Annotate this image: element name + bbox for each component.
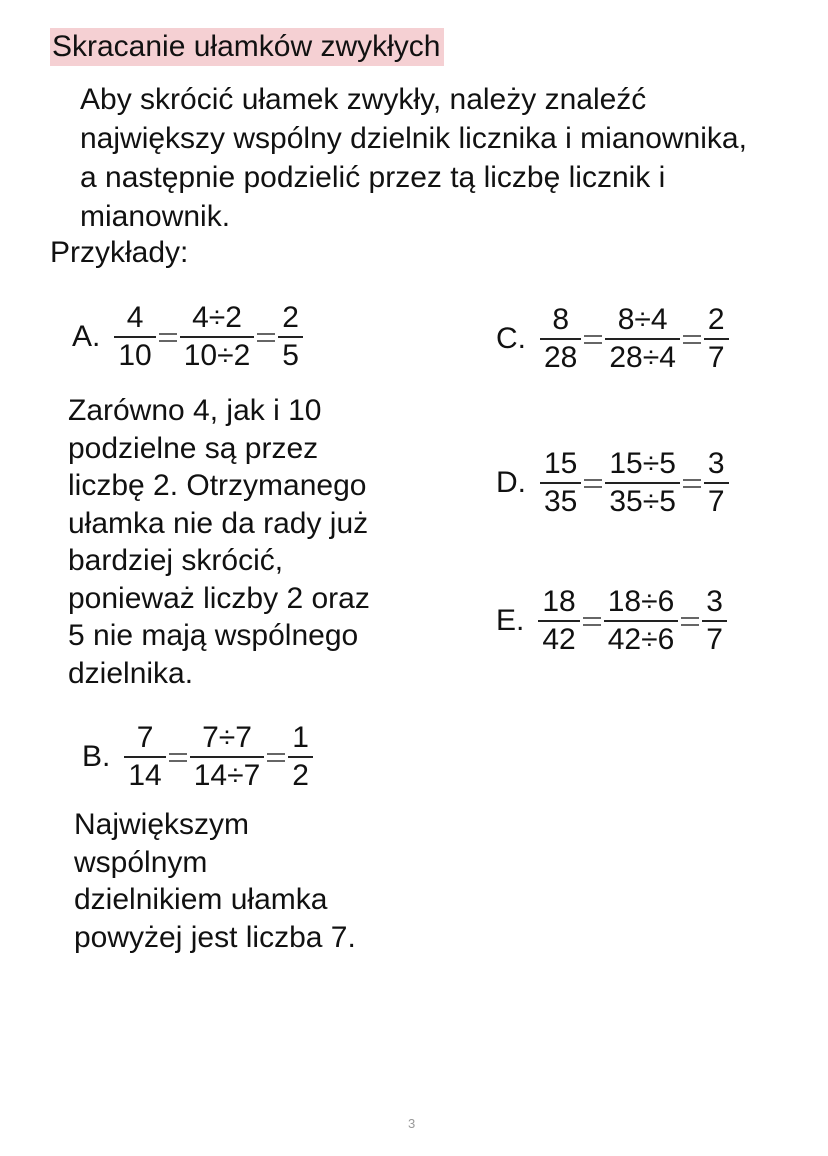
numerator: 1: [292, 721, 309, 754]
equals-sign: [169, 753, 187, 762]
fraction-original: [538, 302, 583, 376]
numerator: 8÷4: [617, 303, 668, 336]
explanation-line: Największym: [74, 808, 250, 841]
numerator: 2: [707, 303, 725, 336]
denominator: 42: [542, 623, 576, 656]
intro-paragraph: [80, 80, 820, 236]
fraction-result: [702, 446, 731, 520]
denominator: 14÷7: [193, 759, 261, 792]
example-letter: C.: [496, 322, 526, 355]
equals-sign: [159, 333, 177, 342]
intro-line: największy wspólny dzielnik licznika i mianownika,: [80, 122, 747, 155]
example-e: [496, 584, 729, 658]
intro-line: a następnie podzielić przez tą liczbę licznik i: [80, 161, 666, 194]
fraction-division: [603, 446, 682, 520]
example-c: [496, 302, 731, 376]
denominator: 2: [292, 759, 309, 792]
explanation-line: wspólnym: [74, 845, 208, 879]
numerator: 15: [544, 447, 578, 480]
fraction-result: [286, 720, 315, 794]
numerator: 2: [282, 301, 299, 334]
denominator: 7: [707, 341, 725, 374]
fraction-original: [112, 300, 157, 374]
explanation-line: 5 nie mają wspólnego: [68, 619, 359, 652]
numerator: 7: [136, 721, 154, 754]
fraction-original: [536, 584, 581, 658]
denominator: 7: [706, 623, 723, 656]
explanation-line: bardziej skrócić,: [68, 544, 284, 577]
denominator: 28: [544, 341, 578, 374]
numerator: 3: [706, 585, 723, 618]
explanation-line: dzielnika.: [68, 656, 194, 690]
page-number: 3: [408, 1116, 416, 1131]
equals-sign: [257, 333, 275, 342]
explanation-b: [74, 806, 356, 956]
denominator: 5: [282, 339, 299, 372]
explanation-a: [68, 392, 370, 692]
equals-sign: [681, 617, 699, 626]
fraction-division: [603, 302, 682, 376]
explanation-line: powyżej jest liczba 7.: [74, 920, 356, 954]
fraction-division: [188, 720, 267, 794]
example-letter: D.: [496, 466, 526, 499]
equals-sign: [584, 479, 602, 488]
explanation-line: ponieważ liczby 2 oraz: [68, 581, 370, 615]
denominator: 28÷4: [609, 341, 676, 374]
fraction-result: [702, 302, 731, 376]
fraction-original: [538, 446, 583, 520]
explanation-line: ułamka nie da rady już: [68, 506, 369, 540]
numerator: 18÷6: [607, 585, 675, 618]
numerator: 18: [542, 585, 576, 618]
fraction-division: [178, 300, 257, 374]
denominator: 7: [707, 485, 725, 518]
numerator: 15÷5: [609, 447, 676, 480]
numerator: 4: [126, 301, 144, 334]
denominator: 10: [118, 339, 152, 372]
denominator: 42÷6: [607, 623, 675, 656]
explanation-line: dzielnikiem ułamka: [74, 883, 328, 916]
intro-line: mianownik.: [80, 200, 231, 233]
example-a: [72, 300, 305, 374]
equals-sign: [584, 335, 602, 344]
denominator: 35÷5: [609, 485, 676, 518]
denominator: 35: [544, 485, 578, 518]
denominator: 14: [128, 759, 162, 792]
numerator: 8: [552, 303, 570, 336]
page-title: Skracanie ułamków zwykłych: [50, 28, 444, 66]
denominator: 10÷2: [183, 339, 251, 372]
fraction-division: [602, 584, 681, 658]
numerator: 4÷2: [192, 301, 242, 334]
example-letter: A.: [72, 320, 101, 353]
example-d: [496, 446, 731, 520]
fraction-result: [276, 300, 305, 374]
fraction-result: [700, 584, 729, 658]
example-letter: E.: [496, 604, 525, 637]
equals-sign: [683, 479, 701, 488]
examples-heading: Przykłady:: [50, 236, 189, 269]
explanation-line: Zarówno 4, jak i 10: [68, 394, 322, 427]
explanation-line: liczbę 2. Otrzymanego: [68, 469, 367, 502]
fraction-original: [122, 720, 167, 794]
example-letter: B.: [82, 740, 111, 773]
example-b: [82, 720, 315, 794]
equals-sign: [267, 753, 285, 762]
equals-sign: [683, 335, 701, 344]
intro-line: Aby skrócić ułamek zwykły, należy znaleźć: [80, 83, 647, 116]
numerator: 7÷7: [202, 721, 252, 754]
numerator: 3: [707, 447, 725, 480]
explanation-line: podzielne są przez: [68, 431, 319, 465]
equals-sign: [583, 617, 601, 626]
